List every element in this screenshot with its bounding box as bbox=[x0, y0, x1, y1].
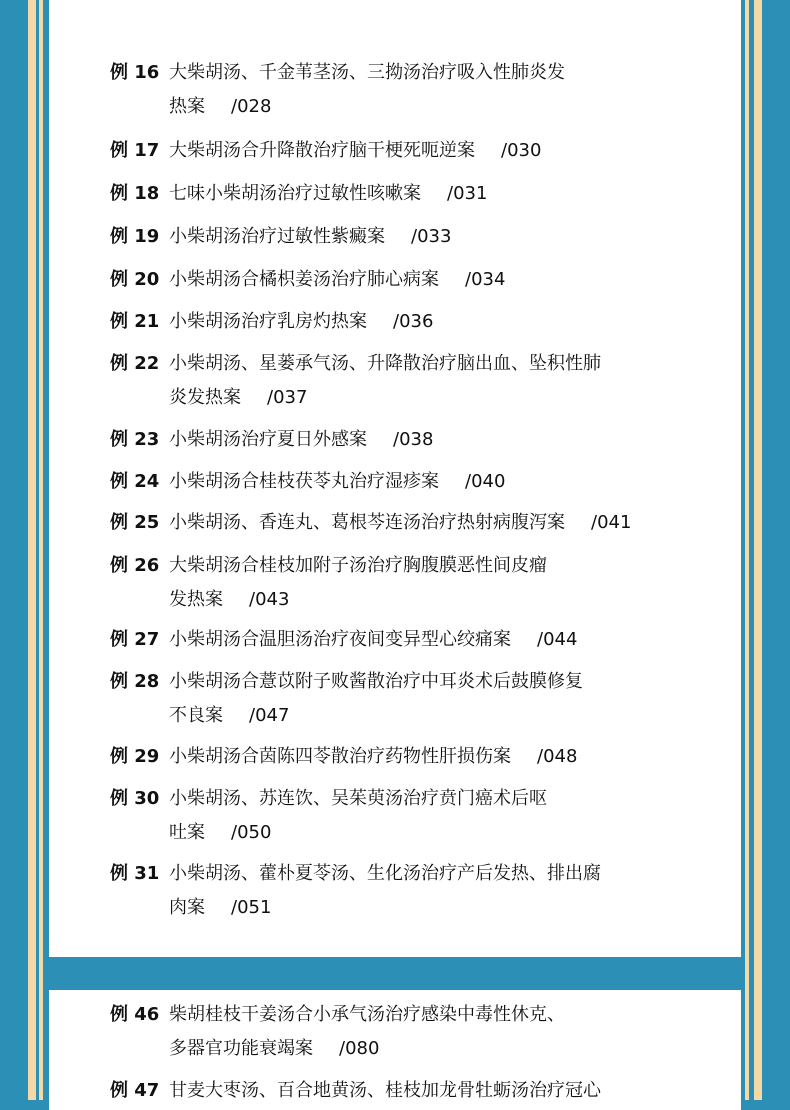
case-title-line: 大柴胡汤合升降散治疗脑干梗死呃逆案 /030 bbox=[169, 140, 542, 161]
case-title-line: 小柴胡汤、苏连饮、吴茱萸汤治疗贲门癌术后呕 bbox=[169, 788, 547, 809]
case-title-line: 小柴胡汤、香连丸、葛根芩连汤治疗热射病腹泻案 /041 bbox=[169, 512, 632, 533]
case-title-line: 小柴胡汤、藿朴夏苓汤、生化汤治疗产后发热、排出腐 bbox=[169, 863, 601, 884]
case-number: 例 20 bbox=[110, 269, 160, 290]
page-number: /036 bbox=[393, 311, 434, 332]
case-number: 例 28 bbox=[110, 671, 160, 692]
case-title-line: 肉案 /051 bbox=[169, 897, 272, 918]
page-number: /051 bbox=[231, 897, 272, 918]
page-number: /038 bbox=[393, 429, 434, 450]
case-title-line: 小柴胡汤合温胆汤治疗夜间变异型心绞痛案 /044 bbox=[169, 629, 578, 650]
case-title-line: 小柴胡汤治疗乳房灼热案 /036 bbox=[169, 311, 434, 332]
case-number: 例 24 bbox=[110, 471, 160, 492]
page-number: /033 bbox=[411, 226, 452, 247]
page-number: /050 bbox=[231, 822, 272, 843]
case-title-line: 小柴胡汤治疗夏日外感案 /038 bbox=[169, 429, 434, 450]
case-number: 例 23 bbox=[110, 429, 160, 450]
case-title-line: 发热案 /043 bbox=[169, 589, 290, 610]
page-number: /040 bbox=[465, 471, 506, 492]
case-title-line: 七味小柴胡汤治疗过敏性咳嗽案 /031 bbox=[169, 183, 488, 204]
page-number: /043 bbox=[249, 589, 290, 610]
case-title-line: 热案 /028 bbox=[169, 96, 272, 117]
case-number: 例 22 bbox=[110, 353, 160, 374]
case-number: 例 27 bbox=[110, 629, 160, 650]
case-number: 例 31 bbox=[110, 863, 160, 884]
case-number: 例 47 bbox=[110, 1080, 160, 1101]
case-number: 例 19 bbox=[110, 226, 160, 247]
page-number: /048 bbox=[537, 746, 578, 767]
page-number: /030 bbox=[501, 140, 542, 161]
case-number: 例 21 bbox=[110, 311, 160, 332]
page-number: /034 bbox=[465, 269, 506, 290]
case-number: 例 17 bbox=[110, 140, 160, 161]
page-number: /037 bbox=[267, 387, 308, 408]
case-number: 例 18 bbox=[110, 183, 160, 204]
case-title-line: 大柴胡汤合桂枝加附子汤治疗胸腹膜恶性间皮瘤 bbox=[169, 555, 547, 576]
case-number: 例 29 bbox=[110, 746, 160, 767]
case-number: 例 30 bbox=[110, 788, 160, 809]
case-title-line: 小柴胡汤合茵陈四苓散治疗药物性肝损伤案 /048 bbox=[169, 746, 578, 767]
left-border-stripe-outer bbox=[28, 0, 36, 1100]
case-title-line: 小柴胡汤合桂枝茯苓丸治疗湿疹案 /040 bbox=[169, 471, 506, 492]
left-border-stripe-inner bbox=[39, 0, 43, 1100]
case-title-line: 小柴胡汤合橘枳姜汤治疗肺心病案 /034 bbox=[169, 269, 506, 290]
case-number: 例 16 bbox=[110, 62, 160, 83]
page-number: /028 bbox=[231, 96, 272, 117]
case-number: 例 46 bbox=[110, 1004, 160, 1025]
right-border-stripe-outer bbox=[754, 0, 762, 1100]
page-number: /031 bbox=[447, 183, 488, 204]
case-title-line: 多器官功能衰竭案 /080 bbox=[169, 1038, 380, 1059]
case-title-line: 甘麦大枣汤、百合地黄汤、桂枝加龙骨牡蛎汤治疗冠心 bbox=[169, 1080, 601, 1101]
case-title-line: 不良案 /047 bbox=[169, 705, 290, 726]
case-number: 例 25 bbox=[110, 512, 160, 533]
page-number: /044 bbox=[537, 629, 578, 650]
case-title-line: 小柴胡汤治疗过敏性紫癜案 /033 bbox=[169, 226, 452, 247]
section-divider-band bbox=[49, 962, 741, 986]
case-title-line: 炎发热案 /037 bbox=[169, 387, 308, 408]
case-title-line: 小柴胡汤、星蒌承气汤、升降散治疗脑出血、坠积性肺 bbox=[169, 353, 601, 374]
case-title-line: 小柴胡汤合薏苡附子败酱散治疗中耳炎术后鼓膜修复 bbox=[169, 671, 583, 692]
page-number: /080 bbox=[339, 1038, 380, 1059]
page-number: /041 bbox=[591, 512, 632, 533]
right-border-stripe-inner bbox=[745, 0, 749, 1100]
case-title-line: 柴胡桂枝干姜汤合小承气汤治疗感染中毒性休克、 bbox=[169, 1004, 565, 1025]
case-number: 例 26 bbox=[110, 555, 160, 576]
case-title-line: 吐案 /050 bbox=[169, 822, 272, 843]
case-title-line: 大柴胡汤、千金苇茎汤、三拗汤治疗吸入性肺炎发 bbox=[169, 62, 565, 83]
page-number: /047 bbox=[249, 705, 290, 726]
